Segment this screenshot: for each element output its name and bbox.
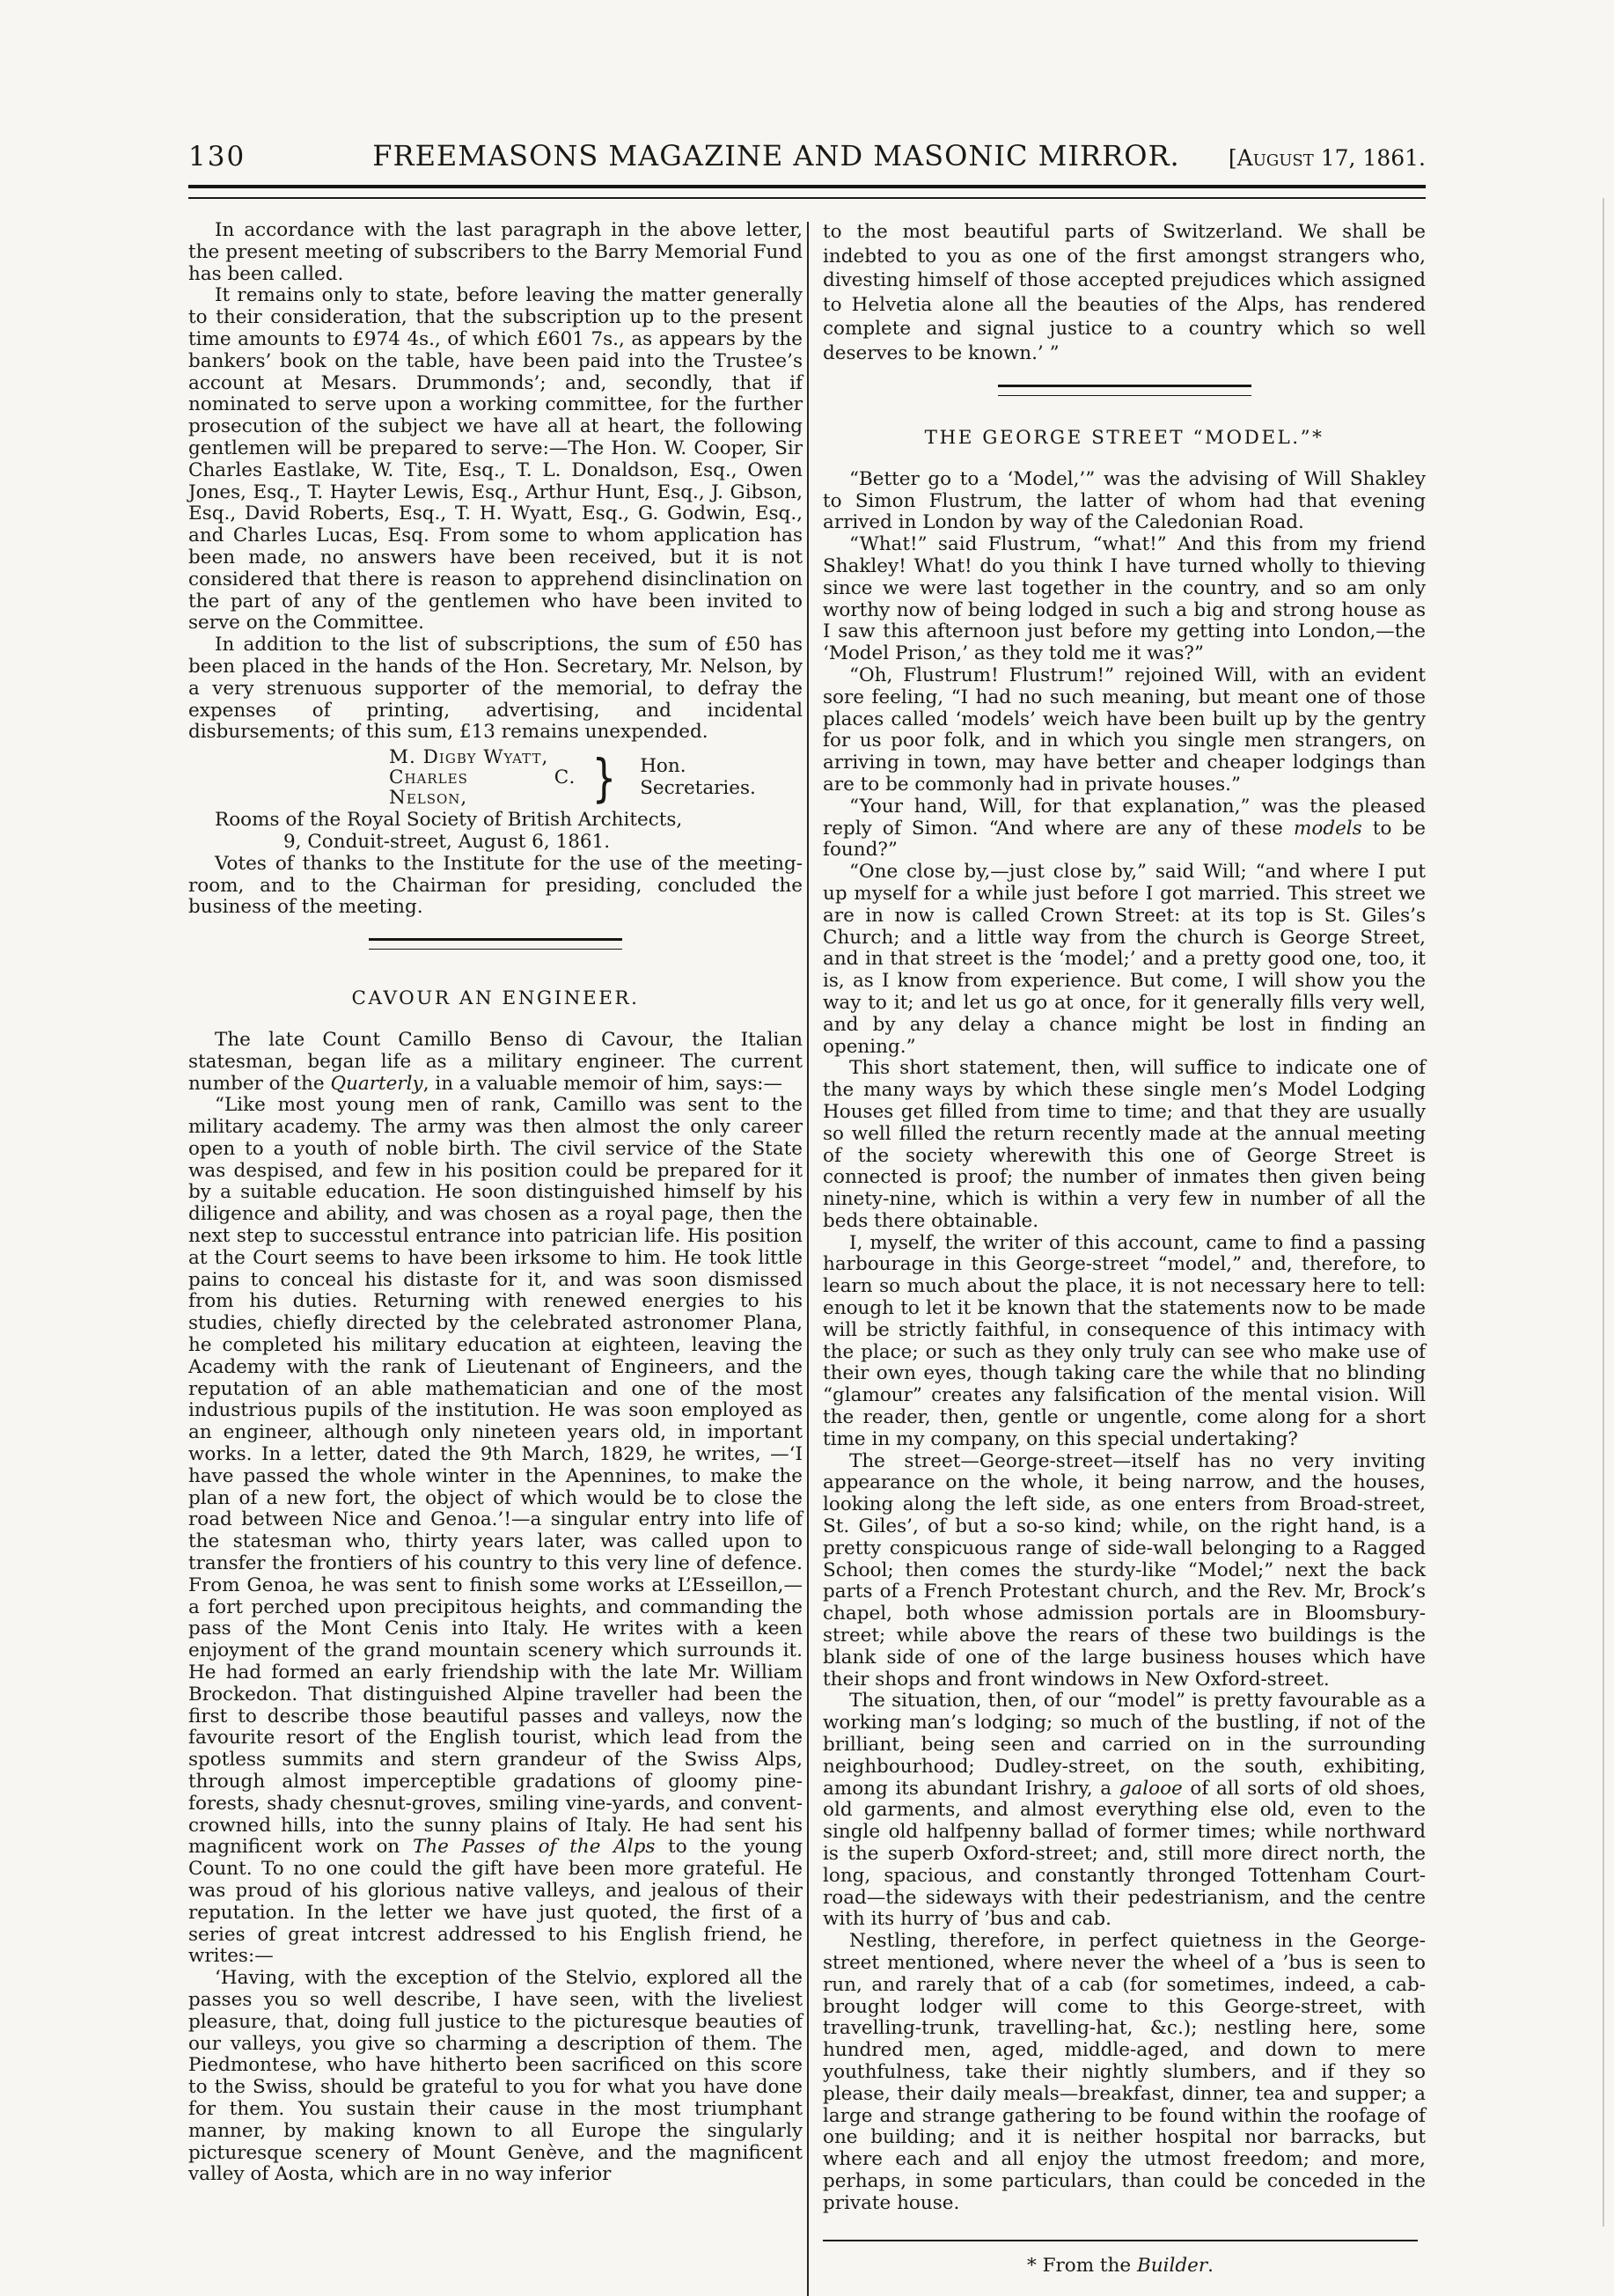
brace-glyph: } <box>591 747 617 808</box>
paragraph: “Like most young men of rank, Camillo was sent to the military academy. The army was then almost the only career open to a youth of noble birth. The civil service of the State was despised, and few in his position could be prepared for it by a suitable education. He soon distinguished himself by his diligence and ability, and was chosen as a royal page, then the next step to successtul entrance into patrician life. His position at the Court seems to have been irksome to him. He took little pains to conceal his distaste for it, and was soon dismissed from his duties. Returning with renewed energies to his studies, chiefly directed by the celebrated astronomer Plana, he completed his military education at eighteen, leaving the Academy with the rank of Lieutenant of Engineers, and the reputation of an able mathematician and one of the most industrious pupils of the institution. He was soon employed as an engineer, although only nineteen years old, in important works. In a letter, dated the 9th March, 1829, he writes, —‘I have passed the whole winter in the Apennines, to make the plan of a new fort, the object of which would be to close the road between Nice and Genoa.’!—a singular entry into life of the statesman who, thirty years later, was called upon to transfer the frontiers of his country to this very line of defence. From Genoa, he was sent to finish some works at L’Esseillon,—a fort perched upon precipitous heights, and commanding the pass of the Mont Cenis into Italy. He writes with a keen enjoyment of the grand mountain scenery which surrounds it. He had formed an early friendship with the late Mr. William Brockedon. That distinguished Alpine traveller had been the first to describe those beautiful passes and valleys, now the favourite resort of the English tourist, which lead from the spotless summits and stern grandeur of the Swiss Alps, through almost imperceptible gradations of gloomy pine-forests, shady chesnut-groves, smiling vine-yards, and convent-crowned hills, into the sunny plains of Italy. He had sent his magnificent work on The Passes of the Alps to the young Count. To no one could the gift have been more grateful. He was proud of his glorious native valleys, and jealous of their reputation. In the letter we have just quoted, the first of a series of great intcrest addressed to his English friend, he writes:— <box>188 1094 803 1968</box>
votes-paragraph: Votes of thanks to the Institute for the use of the meeting-room, and to the Chairman for presiding, concluded the business of the meeting. <box>188 852 803 919</box>
issue-date: [August 17, 1861. <box>1228 145 1426 171</box>
paragraph: This short statement, then, will suffice to indicate one of the many ways by which these single men’s Model Lodging Houses get filled from time to time; and that they are usually so well filled the return recently made at the annual meeting of the society wherewith this one of George Street is connected is proof; the number of inmates then given being ninety-nine, which is within a very few in number of all the beds there obtainable. <box>823 1057 1426 1232</box>
address-line: 9, Conduit-street, August 6, 1861. <box>283 830 611 853</box>
left-column <box>188 220 803 2296</box>
paragraph: “Your hand, Will, for that explanation,” was the pleased reply of Simon. “And where are any of these models to be found?” <box>823 795 1426 862</box>
article-heading-george-street: THE GEORGE STREET “MODEL.”* <box>924 427 1324 449</box>
paragraph: The situation, then, of our “model” is pretty favourable as a working man’s lodging; so much of the bustling, if not of the brilliant, being seen and carried on in the surrounding neighbourhood; Dudley-street, on the south, exhibiting, among its abundant Irishry, a galooe of all sorts of old shoes, old garments, and almost everything else old, even to the single old halfpenny ballad of former times; while northward is the superb Oxford-street; and, still more direct north, the long, spacious, and constantly thronged Tottenham Court-road—the sideways with their pedestrianism, and the centre with its hurry of ’bus and cab. <box>823 1690 1426 1931</box>
journal-title: FREEMASONS MAGAZINE AND MASONIC MIRROR. <box>372 139 1180 172</box>
barry-fund-continuation <box>188 220 803 744</box>
paragraph: “One close by,—just close by,” said Will; “and where I put up myself for a while just before I got married. This street we are in now is called Crown Street: at its top is St. Giles’s Church; and a little way from the church is George Street, and in that street is the ‘model;’ and a pretty good one, too, it is, as I know from experience. But come, I will show you the way to it; and let us go at once, for it generally fills very well, and by any delay a chance might be lost in finding an opening.” <box>823 861 1426 1058</box>
footnote-rule <box>823 2240 1418 2241</box>
column-divider-rule <box>807 222 809 2296</box>
right-column <box>823 220 1426 2296</box>
paragraph: The street—George-street—itself has no very inviting appearance on the whole, it being narrow, and the houses, looking along the left side, as one enters from Broad-street, St. Giles’, of but a so-so kind; while, on the right hand, is a pretty conspicuous range of side-wall belonging to a Ragged School; then comes the sturdy-like “Model;” next the back parts of a French Protestant church, and the Rev. Mr, Brock’s chapel, both whose admission portals are in Bloomsbury-street; while above the rears of these two buildings is the blank side of one of the large business houses which have their shops and front windows in New Oxford-street. <box>823 1449 1426 1691</box>
paragraph: “Better go to a ‘Model,’” was the advising of Will Shakley to Simon Flustrum, the latter of whom had that evening arrived in London by way of the Caledonian Road. <box>823 467 1426 534</box>
magazine-page <box>188 0 1426 2296</box>
page-number: 130 <box>188 141 246 172</box>
footnote: * From the Builder. <box>1026 2254 1214 2277</box>
paragraph: Nestling, therefore, in perfect quietness in the George-street mentioned, where never the wheel of a ’bus is seen to run, and rarely that of a cab (for sometimes, indeed, a cab-brought lodger will come to this George-street, with travelling-trunk, travelling-hat, &c.); nestling here, some hundred men, aged, middle-aged, and down to mere youthfulness, take their nightly slumbers, and if they so please, their daily meals—breakfast, dinner, tea and supper; a large and strange gathering to be found within the roofage of one building; and it is neither hospital nor barracks, but where each and all enjoy the utmost freedom; and more, perhaps, in some particulars, than could be conceded in the private house. <box>823 1930 1426 2214</box>
paragraph: In addition to the list of subscriptions, the sum of £50 has been placed in the hands of the Hon. Secretary, Mr. Nelson, by a very strenuous supporter of the memorial, to defray the expenses of printing, advertising, and incidental disbursements; of this sum, £13 remains unexpended. <box>188 634 803 744</box>
signature-names <box>389 747 576 808</box>
paragraph: ‘Having, with the exception of the Stelvio, explored all the passes you so well describe, I have seen, with the liveliest pleasure, that, doing full justice to the picturesque beauties of our valleys, you give so charming a description of them. The Piedmontese, who have hitherto been sacrificed on this score to the Swiss, should be grateful to you for what you have done for them. You sustain their cause in the most triumphant manner, by making known to all Europe the singularly picturesque scenery of Mount Genève, and the magnificent valley of Aosta, which are in no way inferior <box>188 1967 803 2186</box>
article-heading-cavour: CAVOUR AN ENGINEER. <box>351 987 640 1010</box>
paragraph: “Oh, Flustrum! Flustrum!” rejoined Will, with an evident sore feeling, “I had no such meaning, but meant one of those places called ‘models’ weich have been built up by the gentry for us poor folk, and in which you single men strangers, on arriving in town, may have better and cheaper lodgings than are to be commonly had in private houses.” <box>823 664 1426 796</box>
paragraph: It remains only to state, before leaving the matter generally to their consideration, that the subscription up to the present time amounts to £974 4s., of which £601 7s., as appears by the bankers’ book on the table, have been paid into the Trustee’s account at Mesars. Drummonds’; and, secondly, that if nominated to serve upon a working committee, for the further prosecution of the subject we have all at heart, the following gentlemen will be prepared to serve:—The Hon. W. Cooper, Sir Charles Eastlake, W. Tite, Esq., T. L. Donaldson, Esq., Owen Jones, Esq., T. Hayter Lewis, Esq., Arthur Hunt, Esq., J. Gibson, Esq., David Roberts, Esq., T. H. Wyatt, Esq., G. Godwin, Esq., and Charles Lucas, Esq. From some to whom application has been made, no answers have been received, but it is not considered that there is reason to apprehend disinclination on the part of any of the gentlemen who have been invited to serve on the Committee. <box>188 284 803 635</box>
section-divider <box>369 938 622 950</box>
paragraph: “What!” said Flustrum, “what!” And this from my friend Shakley! What! do you think I have turned wholly to thieving since we were last together in the country, and so am only worthy now of being lodged in such a big and strong house as I saw this afternoon just before my getting into London,—the ‘Model Prison,’ as they told me it was?” <box>823 533 1426 665</box>
paragraph: I, myself, the writer of this account, came to find a passing harbourage in this George-street “model,” and, therefore, to learn so much about the place, it is not necessary here to tell: enough to let it be known that the statements now to be made will be strictly faithful, in consequence of this intimacy with the place; or such as they only truly can see who make use of their own eyes, though taking care the while that no blinding “glamour” creates any falsification of the mental vision. Will the reader, then, gentle or ungentle, come along for a short time in my company, on this special undertaking? <box>823 1231 1426 1450</box>
paragraph: M. Digby Wyatt, <box>389 746 549 769</box>
letter-conclusion-paragraph: to the most beautiful parts of Switzerland. We shall be indebted to you as one of the first amongst strangers who, divesting himself of those accepted prejudices which assigned to Helvetia alone all the beauties of the Alps, has rendered complete and signal justice to a country which so well deserves to be known.’ ” <box>823 221 1426 364</box>
paragraph: The late Count Camillo Benso di Cavour, the Italian statesman, began life as a military engineer. The current number of the Quarterly, in a valuable memoir of him, says:— <box>188 1028 803 1095</box>
george-street-article-body <box>823 469 1426 2215</box>
text-columns <box>188 220 1426 2296</box>
signature-role: Hon. Secretaries. <box>640 754 756 799</box>
page-header <box>188 139 1426 172</box>
address-line: Rooms of the Royal Society of British Architects, <box>215 809 683 832</box>
cavour-article-body <box>188 1030 803 2186</box>
section-divider <box>998 385 1251 396</box>
scan-gutter-line <box>1603 198 1604 2226</box>
header-rule <box>188 185 1426 199</box>
paragraph: Charles C. Nelson, <box>389 767 576 810</box>
signature-block <box>389 747 803 808</box>
paragraph: In accordance with the last paragraph in the above letter, the present meeting of subscribers to the Barry Memorial Fund has been called. <box>188 219 803 285</box>
